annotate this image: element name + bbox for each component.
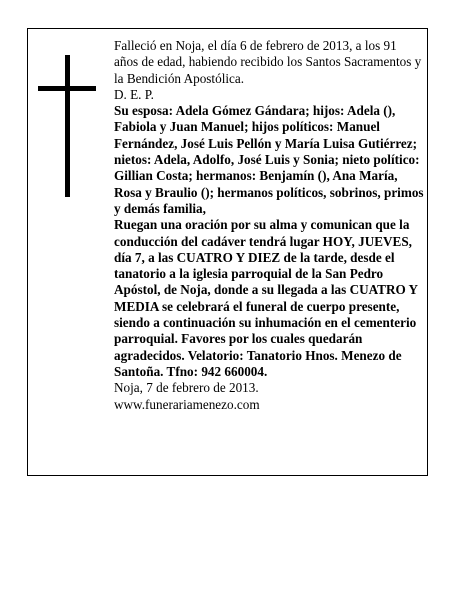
obituary-body (114, 103, 424, 380)
cross-horizontal-bar (38, 86, 96, 91)
place-and-date: Noja, 7 de febrero de 2013. (114, 380, 259, 396)
rest-in-peace: D. E. P. (114, 86, 154, 102)
funeral-details: Ruegan una oración por su alma y comunican que la conducción del cadáver tendrá lugar HOY, JUEVES, día 7, a las CUATRO Y DIEZ de la tarde, desde el tanatorio a la iglesia parroquial de la San Pedro Apóstol, de Noja, donde a su llegada a las CUATRO Y MEDIA se celebrará el funeral de cuerpo presente, siendo a continuación su inhumación en el cementerio parroquial. Favores por los cuales quedarán agradecidos. Velatorio: Tanatorio Hnos. Menezo de Santoña. Tfno: 942 660004. (114, 217, 418, 379)
obituary-text (114, 38, 424, 413)
family-list: Su esposa: Adela Gómez Gándara; hijos: Adela (), Fabiola y Juan Manuel; hijos políticos: Manuel Fernández, José Luis Pellón y María Luisa Gutiérrez; nietos: Adela, Adolfo, José Luis y Sonia; nieto político: Gillian Costa; hermanos: Benjamín (), Ana María, Rosa y Braulio (); hermanos políticos, sobrinos, primos y demás familia, (114, 103, 424, 216)
cross-vertical-bar (65, 55, 70, 197)
website-link[interactable]: www.funerariamenezo.com (114, 396, 260, 412)
cross-icon (38, 55, 96, 197)
death-announcement: Falleció en Noja, el día 6 de febrero de 2013, a los 91 años de edad, habiendo recibido los Santos Sacramentos y la Bendición Apostólica. (114, 38, 422, 86)
